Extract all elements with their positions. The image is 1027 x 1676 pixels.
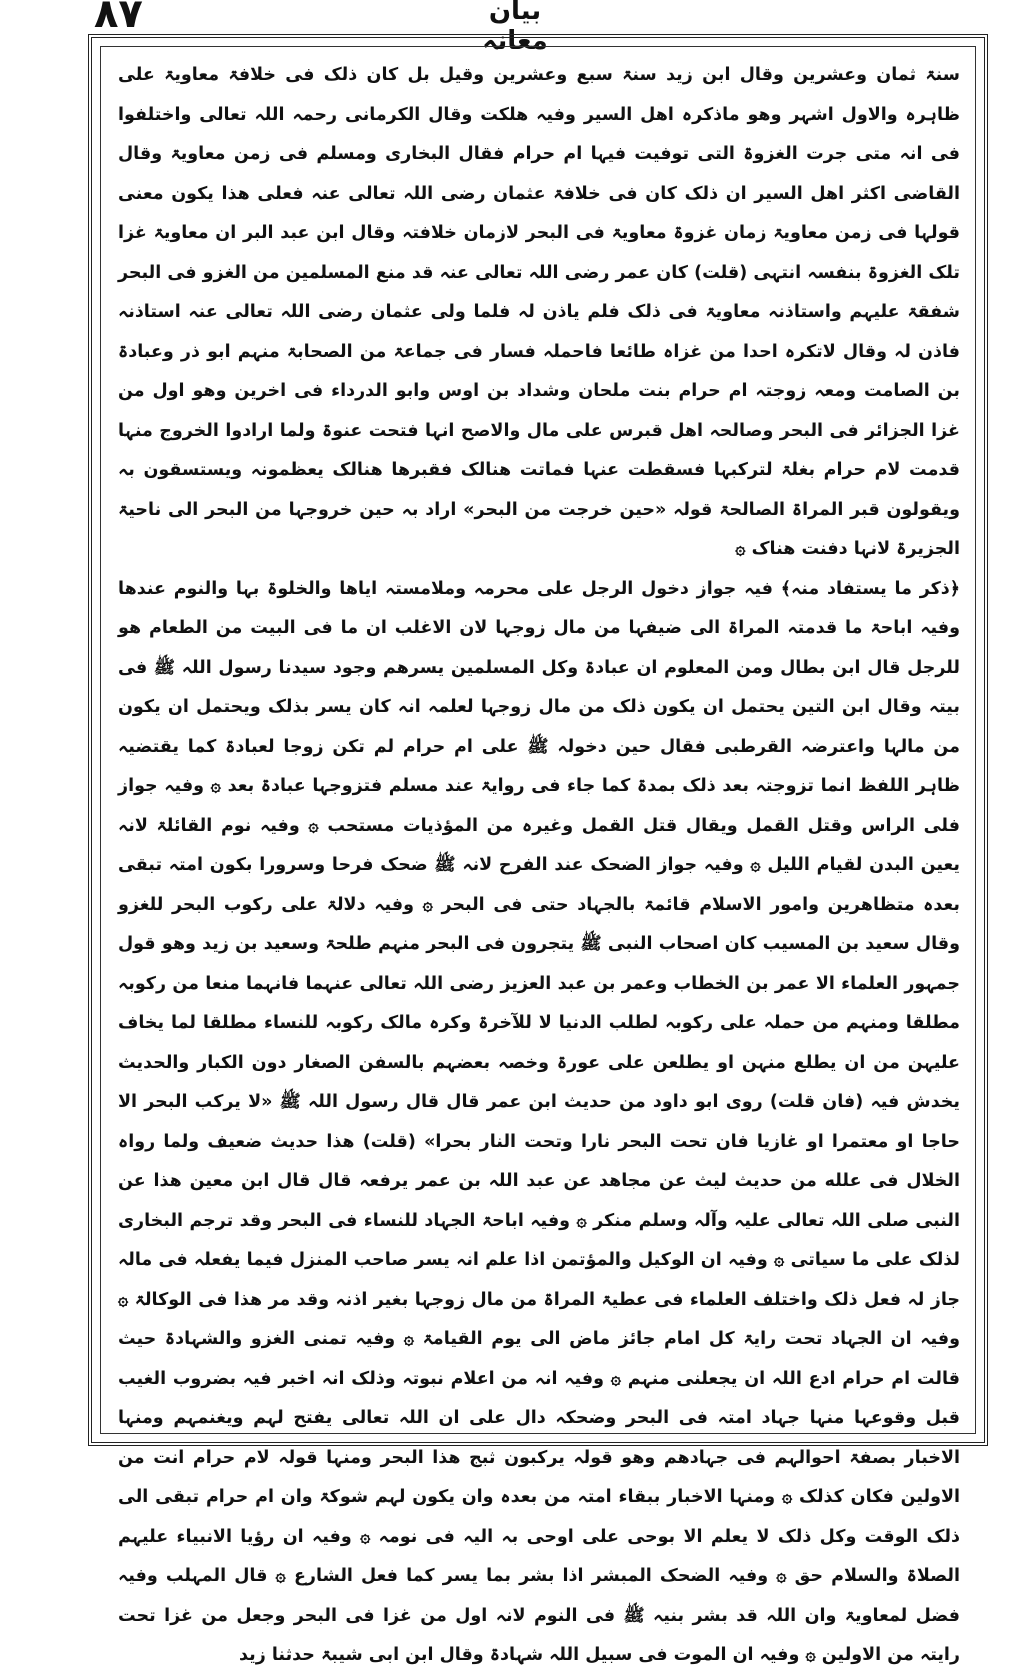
page-header [0,0,1027,56]
paragraph-benefits: ﴿ذکر ما یستفاد منہ﴾ فیہ جواز دخول الرجل علی محرمہ وملامستہ ایاھا والخلوۃ بہا والنوم عندھا وفیہ اباحۃ ما قدمتہ المراۃ الی ضیفہا من مال زوجہا لان الاغلب ان ما فی البیت من الطعام ھو للرجل قال ابن بطال ومن المعلوم ان عبادۃ وکل المسلمین یسرھم وجود سیدنا رسول اللہ ﷺ فی بیتہ وقال ابن التین یحتمل ان یکون ذلک من مال زوجہا لعلمہ انہ کان یسر بذلک ویحتمل ان یکون من مالہا واعترضہ القرطبی فقال حین دخولہ ﷺ علی ام حرام لم تکن زوجا لعبادۃ کما یقتضیہ ظاہر اللفظ انما تزوجتہ بعد ذلک بمدۃ کما جاء فی روایۃ عند مسلم فتزوجہا عبادۃ بعد ۞ وفیہ جواز فلی الراس وقتل القمل ویقال قتل القمل وغیرہ من المؤذیات مستحب ۞ وفیہ نوم القائلۃ لانہ یعین البدن لقیام اللیل ۞ وفیہ جواز الضحک عند الفرح لانہ ﷺ ضحک فرحا وسرورا بکون امتہ تبقی بعدہ متظاھرین وامور الاسلام قائمۃ بالجہاد حتی فی البحر ۞ وفیہ دلالۃ علی رکوب البحر للغزو وقال سعید بن المسیب کان اصحاب النبی ﷺ یتجرون فی البحر منہم طلحۃ وسعید بن زید وھو قول جمہور العلماء الا عمر بن الخطاب وعمر بن عبد العزیز رضی اللہ تعالی عنہما فانہما منعا من رکوبہ مطلقا ومنہم من حملہ علی رکوبہ لطلب الدنیا لا للآخرۃ وکرہ مالک رکوبہ للنساء مطلقا لما یخاف علیہن من ان یطلع منہن او یطلعن علی عورۃ وخصہ بعضہم بالسفن الصغار دون الکبار والحدیث یخدش فیہ (فان قلت) روی ابو داود من حدیث ابن عمر قال قال رسول اللہ ﷺ «لا یرکب البحر الا حاجا او معتمرا او غازیا فان تحت البحر نارا وتحت النار بحرا» (قلت) ھذا حدیث ضعیف ولما رواہ الخلال فی علله من حدیث لیث عن مجاھد عن عبد اللہ بن عمر یرفعہ قال قال ابن معین ھذا عن النبی صلی اللہ تعالی علیہ وآلہ وسلم منکر ۞ وفیہ اباحۃ الجہاد للنساء فی البحر وقد ترجم البخاری لذلک علی ما سیاتی ۞ وفیہ ان الوکیل والمؤتمن اذا علم انہ یسر صاحب المنزل فیما یفعلہ فی مالہ جاز لہ فعل ذلک واختلف العلماء فی عطیۃ المراۃ من مال زوجہا بغیر اذنہ وقد مر ھذا فی الوکالۃ ۞ وفیہ ان الجہاد تحت رایۃ کل امام جائز ماض الی یوم القیامۃ ۞ وفیہ تمنی الغزو والشہادۃ حیث قالت ام حرام ادع اللہ ان یجعلنی منہم ۞ وفیہ انہ من اعلام نبوتہ وذلک انہ اخبر فیہ بضروب الغیب قبل وقوعہا منہا جہاد امتہ فی البحر وضحکہ دال علی ان اللہ تعالی یفتح لہم ویغنمہم ومنہا الاخبار بصفۃ احوالہم فی جہادھم وھو قولہ یرکبون ثبج ھذا البحر ومنہا قولہ لام حرام انت من الاولین فکان کذلک ۞ ومنہا الاخبار ببقاء امتہ من بعدہ وان یکون لہم شوکۃ وان ام حرام تبقی الی ذلک الوقت وکل ذلک لا یعلم الا بوحی علی اوحی بہ الیہ فی نومہ ۞ وفیہ ان رؤیا الانبیاء علیہم الصلاۃ والسلام حق ۞ وفیہ الضحک المبشر اذا بشر بما یسر کما فعل الشارع ۞ قال المہلب وفیہ فضل لمعاویۃ وان اللہ قد بشر بنیہ ﷺ فی النوم لانہ اول من غزا فی البحر وجعل من غزا تحت رایتہ من الاولین ۞ وفیہ ان الموت فی سبیل اللہ شہادۃ وقال ابن ابی شیبۃ حدثنا زید [118,578,960,1665]
paragraph-commentary: سنۃ ثمان وعشرین وقال ابن زید سنۃ سبع وعشرین وقیل بل کان ذلک فی خلافۃ معاویۃ علی ظاہرہ والاول اشہر وھو ماذکرہ اھل السیر وفیہ ھلکت وقال الکرمانی رحمہ اللہ تعالی واختلفوا فی انہ متی جرت الغزوۃ التی توفیت فیہا ام حرام فقال البخاری ومسلم فی زمن معاویۃ وقال القاضی اکثر اھل السیر ان ذلک کان فی خلافۃ عثمان رضی اللہ تعالی عنہ فعلی ھذا یکون معنی قولہا فی زمن معاویۃ زمان غزوۃ معاویۃ فی البحر لازمان خلافتہ وقال ابن عبد البر ان معاویۃ غزا تلک الغزوۃ بنفسہ انتہی (قلت) کان عمر رضی اللہ تعالی عنہ قد منع المسلمین من الغزو فی البحر شفقۃ علیہم واستاذنہ معاویۃ فی ذلک فلم یاذن لہ فلما ولی عثمان رضی اللہ تعالی عنہ استاذنہ فاذن لہ وقال لاتکرہ احدا من غزاہ طائعا فاحملہ فسار فی جماعۃ من الصحابۃ منہم ابو ذر وعبادۃ بن الصامت ومعہ زوجتہ ام حرام بنت ملحان وشداد بن اوس وابو الدرداء فی اخرین وھو اول من غزا الجزائر فی البحر وصالحہ اھل قبرس علی مال والاصح انہا فتحت عنوۃ ولما ارادوا الخروج منہا قدمت لام حرام بغلۃ لترکبہا فسقطت عنہا فماتت ھنالک فقبرھا ھنالک یعظمونہ ویستسقون بہ ویقولون قبر المراۃ الصالحۃ قولہ «حین خرجت من البحر» اراد بہ حین خروجہا من البحر الی ناحیۃ الجزیرۃ لانہا دفنت ھناک ۞ [118,65,960,559]
main-text-body [118,56,960,1676]
page-number: ٨٧ [94,0,143,37]
running-title: بیان معانہ [482,0,548,56]
page-bottom-margin [88,1446,988,1546]
